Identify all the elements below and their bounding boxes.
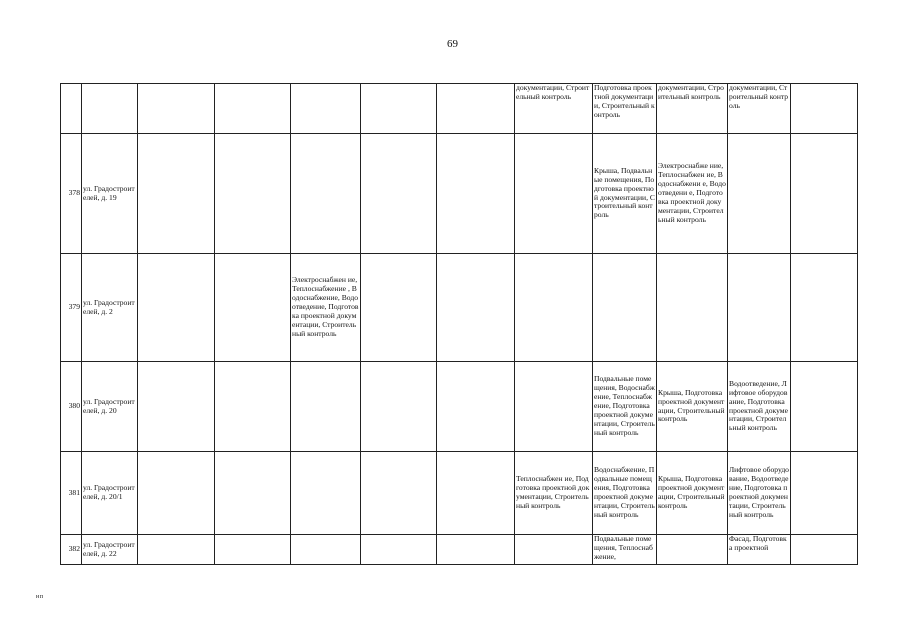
- table-row: [61, 452, 905, 535]
- footer-mark: нп: [36, 594, 44, 600]
- table-cell: [138, 452, 215, 535]
- table-cell: [437, 535, 515, 565]
- table-cell: [291, 452, 361, 535]
- work-list-cell: Лифтовое оборудование, Водоотведение, Подготовка проектной документации, Строительный контроль: [728, 452, 791, 535]
- work-list-cell: Подготовка проектной документации, Строительный контроль: [593, 84, 657, 134]
- table-cell: [138, 362, 215, 452]
- work-list-cell: Крыша, Подготовка проектной документации, Строительный контроль: [657, 452, 728, 535]
- work-list-cell: документации, Строительный контроль: [657, 84, 728, 134]
- table-row: [61, 84, 905, 134]
- table-cell: [791, 84, 858, 134]
- table-cell: [361, 452, 437, 535]
- table-cell: [437, 452, 515, 535]
- table-cell: [215, 535, 291, 565]
- table-cell: [138, 134, 215, 254]
- table-row: [61, 134, 905, 254]
- address-cell: [82, 84, 138, 134]
- table-cell: [791, 362, 858, 452]
- row-number: 381: [61, 452, 82, 535]
- table-cell: [593, 254, 657, 362]
- work-list-cell: Электроснабжен ие, Теплоснабжение , Водоснабжение, Водоотведение, Подготовка проектной документации, Строительный контроль: [291, 254, 361, 362]
- table-cell: [657, 535, 728, 565]
- work-list-cell: документации, Строительный контроль: [728, 84, 791, 134]
- address-cell: ул. Градостроит елей, д. 19: [82, 134, 138, 254]
- table-cell: [515, 134, 593, 254]
- table-cell: [437, 254, 515, 362]
- table-row: [61, 254, 905, 362]
- table-cell: [791, 254, 858, 362]
- repair-schedule-table: [60, 83, 905, 565]
- table-cell: [437, 134, 515, 254]
- work-list-cell: Подвальные помещения, Водоснабжение, Теплоснабжение, Подготовка проектной документации, Строительный контроль: [593, 362, 657, 452]
- row-number: 380: [61, 362, 82, 452]
- work-list-cell: Крыша, Подвальные помещения, Подготовка проектной документации, Строительный контроль: [593, 134, 657, 254]
- table-cell: [361, 535, 437, 565]
- table-cell: [361, 84, 437, 134]
- row-number: [61, 84, 82, 134]
- work-list-cell: Подвальные помещения, Теплоснабжение,: [593, 535, 657, 565]
- row-number: 378: [61, 134, 82, 254]
- work-list-cell: Водоснабжение, Подвальные помещения, Подготовка проектной документации, Строительный контроль: [593, 452, 657, 535]
- table-cell: [361, 362, 437, 452]
- table-cell: [291, 362, 361, 452]
- address-cell: ул. Градостроит елей, д. 20: [82, 362, 138, 452]
- table-cell: [437, 362, 515, 452]
- work-list-cell: Крыша, Подготовка проектной документации, Строительный контроль: [657, 362, 728, 452]
- table-cell: [291, 84, 361, 134]
- work-list-cell: Электроснабже ние, Теплоснабжен ие, Водоснабжени е, Водоотведени е, Подготовка проектной документации, Строительный контроль: [657, 134, 728, 254]
- table-cell: [791, 535, 858, 565]
- work-list-cell: Водоотведение, Лифтовое оборудование, Подготовка проектной документации, Строительный контроль: [728, 362, 791, 452]
- table-cell: [215, 362, 291, 452]
- table-cell: [515, 535, 593, 565]
- table-cell: [138, 84, 215, 134]
- table-cell: [361, 254, 437, 362]
- table-cell: [291, 535, 361, 565]
- table-cell: [215, 84, 291, 134]
- table-cell: [215, 254, 291, 362]
- table-cell: [138, 535, 215, 565]
- address-cell: ул. Градостроит елей, д. 20/1: [82, 452, 138, 535]
- table-row: [61, 362, 905, 452]
- table-cell: [515, 362, 593, 452]
- table-cell: [437, 84, 515, 134]
- work-list-cell: документации, Строительный контроль: [515, 84, 593, 134]
- address-cell: ул. Градостроит елей, д. 22: [82, 535, 138, 565]
- table-cell: [215, 134, 291, 254]
- work-list-cell: Теплоснабжен ие, Подготовка проектной документации, Строительный контроль: [515, 452, 593, 535]
- table-row: [61, 535, 905, 565]
- work-list-cell: Фасад, Подготовка проектной: [728, 535, 791, 565]
- table-cell: [791, 134, 858, 254]
- page-number: 69: [447, 38, 458, 50]
- table-cell: [728, 134, 791, 254]
- table-cell: [657, 254, 728, 362]
- table-cell: [791, 452, 858, 535]
- row-number: 379: [61, 254, 82, 362]
- table-cell: [728, 254, 791, 362]
- table-cell: [515, 254, 593, 362]
- address-cell: ул. Градостроит елей, д. 2: [82, 254, 138, 362]
- row-number: 382: [61, 535, 82, 565]
- table-cell: [361, 134, 437, 254]
- table-cell: [138, 254, 215, 362]
- table-cell: [215, 452, 291, 535]
- table-cell: [291, 134, 361, 254]
